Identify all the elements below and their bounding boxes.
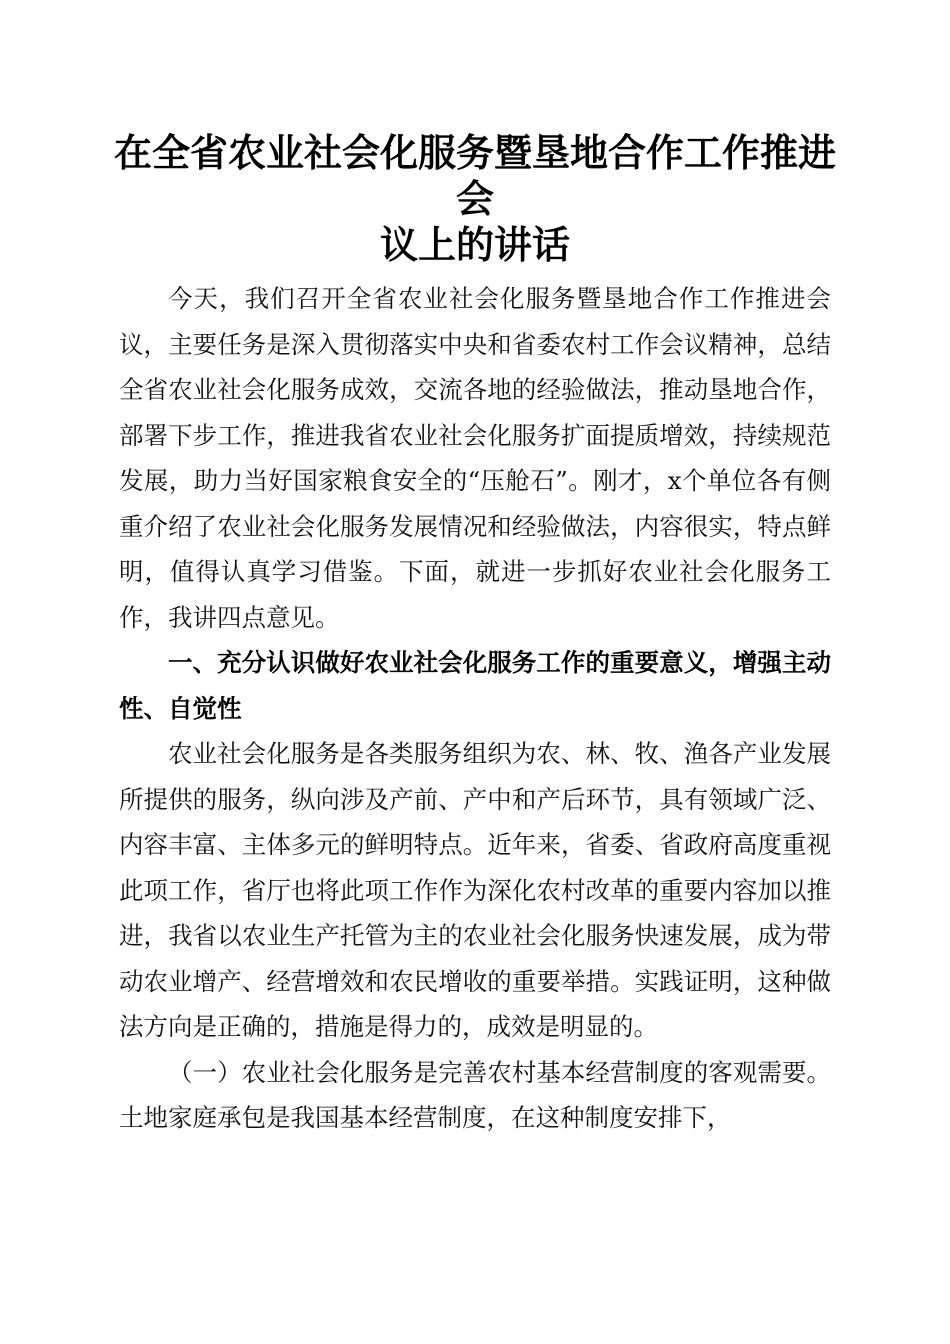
title-line-2: 议上的讲话 (379, 222, 570, 267)
document-body (119, 276, 831, 1141)
intro-paragraph: 今天，我们召开全省农业社会化服务暨垦地合作工作推进会议，主要任务是深入贯彻落实中央和省委农村工作会议精神，总结全省农业社会化服务成效，交流各地的经验做法，推动垦地合作，部署下步工作，推进我省农业社会化服务扩面提质增效，持续规范发展，助力当好国家粮食安全的“压舱石”。刚才，x个单位各有侧重介绍了农业社会化服务发展情况和经验做法，内容很实，特点鲜明，值得认真学习借鉴。下面，就进一步抓好农业社会化服务工作，我讲四点意见。 (119, 284, 831, 632)
document-title (110, 130, 840, 268)
section-heading-1: 一、充分认识做好农业社会化服务工作的重要意义，增强主动性、自觉性 (119, 648, 831, 723)
body-paragraph: 农业社会化服务是各类服务组织为农、林、牧、渔各产业发展所提供的服务，纵向涉及产前、产中和产后环节，具有领域广泛、内容丰富、主体多元的鲜明特点。近年来，省委、省政府高度重视此项工作，省厅也将此项工作作为深化农村改革的重要内容加以推进，我省以农业生产托管为主的农业社会化服务快速发展，成为带动农业增产、经营增效和农民增收的重要举措。实践证明，这种做法方向是正确的，措施是得力的，成效是明显的。 (119, 739, 831, 1041)
title-line-1: 在全省农业社会化服务暨垦地合作工作推进会 (113, 130, 836, 221)
subsection-paragraph: （一）农业社会化服务是完善农村基本经营制度的客观需要。土地家庭承包是我国基本经营制度，在这种制度安排下， (119, 1057, 831, 1132)
